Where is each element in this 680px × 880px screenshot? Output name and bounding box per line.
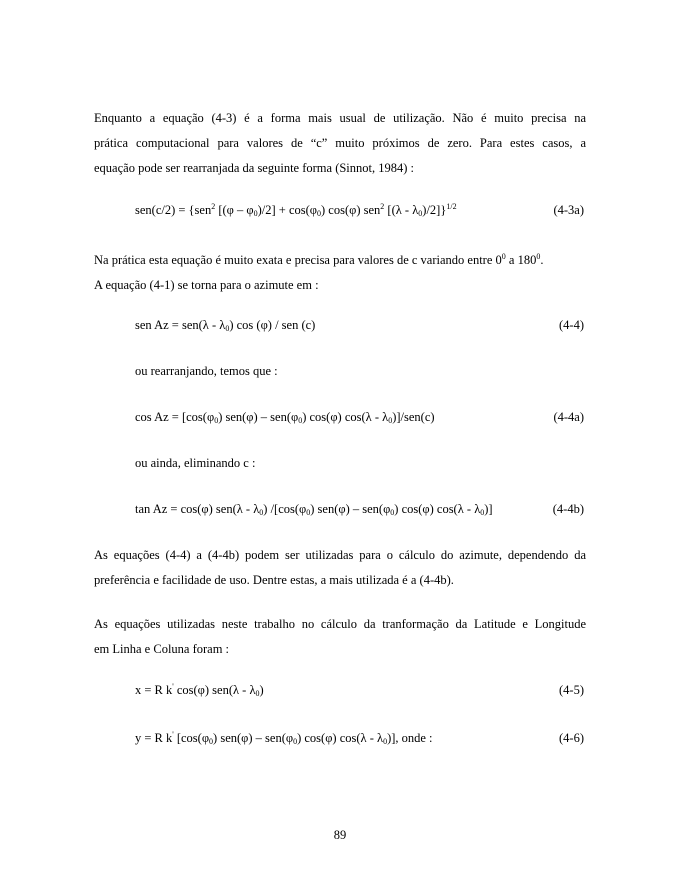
- paragraph-line: As equações (4-4) a (4-4b) podem ser utilizadas para o cálculo do azimute, dependendo da: [94, 548, 586, 562]
- equation-number: (4-5): [559, 683, 584, 697]
- equation-number: (4-4b): [552, 502, 584, 516]
- equation-4-4a: [0, 410, 680, 430]
- paragraph-transform: [94, 612, 586, 662]
- paragraph-line: Enquanto a equação (4-3) é a forma mais usual de utilização. Não é muito precisa na: [94, 111, 586, 125]
- equation-expression: y = R k' [$\cos(\varphi_0)$ $sen(\varphi) - sen(\varphi_0)$ cos(φ) $\cos(\lambda - \lambda_0)$], onde :: [135, 730, 433, 746]
- paragraph-line: prática computacional para valores de “c” muito próximos de zero. Para estes casos, a: [94, 136, 586, 150]
- equation-expression: tan Az = cos(φ) $sen(\lambda - \lambda_0)$ $/[\cos(\varphi_0)$ $sen(\varphi) - sen(\varphi_0)$ cos(φ) $\cos(\lambda - \lambda_0)$]: [135, 502, 493, 517]
- equation-4-3a: [0, 203, 680, 223]
- paragraph-line: As equações utilizadas neste trabalho no cálculo da tranformação da Latitude e Longitude: [94, 617, 586, 631]
- equation-expression: sen(c/2) = {sen$^2$ $[(\varphi - \varphi_0)/2] + \cos(\varphi_0)$ cos(φ) sen$^2$ $[(\lambda - \lambda_0)/2]\}^{1/2}$: [135, 202, 457, 218]
- paragraph-line: equação pode ser rearranjada da seguinte forma (Sinnot, 1984) :: [94, 161, 415, 175]
- page-number: 89: [333, 828, 347, 842]
- paragraph-line: em Linha e Coluna foram :: [94, 642, 230, 656]
- paragraph-line: A equação (4-1) se torna para o azimute em :: [94, 278, 319, 292]
- equation-number: (4-4a): [553, 410, 584, 424]
- equation-number: (4-3a): [553, 203, 584, 217]
- equation-number: (4-6): [559, 731, 584, 745]
- paragraph-intro: [94, 106, 586, 181]
- equation-expression: $\cos Az = [\cos(\varphi_0)$ $sen(\varphi) - sen(\varphi_0)$ cos(φ) $\cos(\lambda - \lambda_0)]/sen(c)$: [135, 410, 435, 425]
- text-eliminando: [0, 456, 680, 476]
- equation-expression: x = R k' cos(φ) $sen(\lambda - \lambda_0)$: [135, 682, 264, 698]
- paragraph-accuracy: [94, 248, 586, 298]
- equation-4-6: [0, 731, 680, 751]
- equation-4-4b: [0, 502, 680, 522]
- connector-text: ou rearranjando, temos que :: [135, 364, 278, 378]
- equation-4-4: [0, 318, 680, 338]
- text-rearranjando: [0, 364, 680, 384]
- equation-4-5: [0, 683, 680, 703]
- connector-text: ou ainda, eliminando c :: [135, 456, 256, 470]
- equation-number: (4-4): [559, 318, 584, 332]
- paragraph-usage: [94, 543, 586, 593]
- paragraph-line: Na prática esta equação é muito exata e precisa para valores de c variando entre $0^0$ a $180^0$.: [94, 252, 544, 267]
- paragraph-line: preferência e facilidade de uso. Dentre estas, a mais utilizada é a (4-4b).: [94, 573, 454, 587]
- equation-expression: sen $Az = sen(\lambda - \lambda_0)$ cos (φ) / sen (c): [135, 318, 316, 333]
